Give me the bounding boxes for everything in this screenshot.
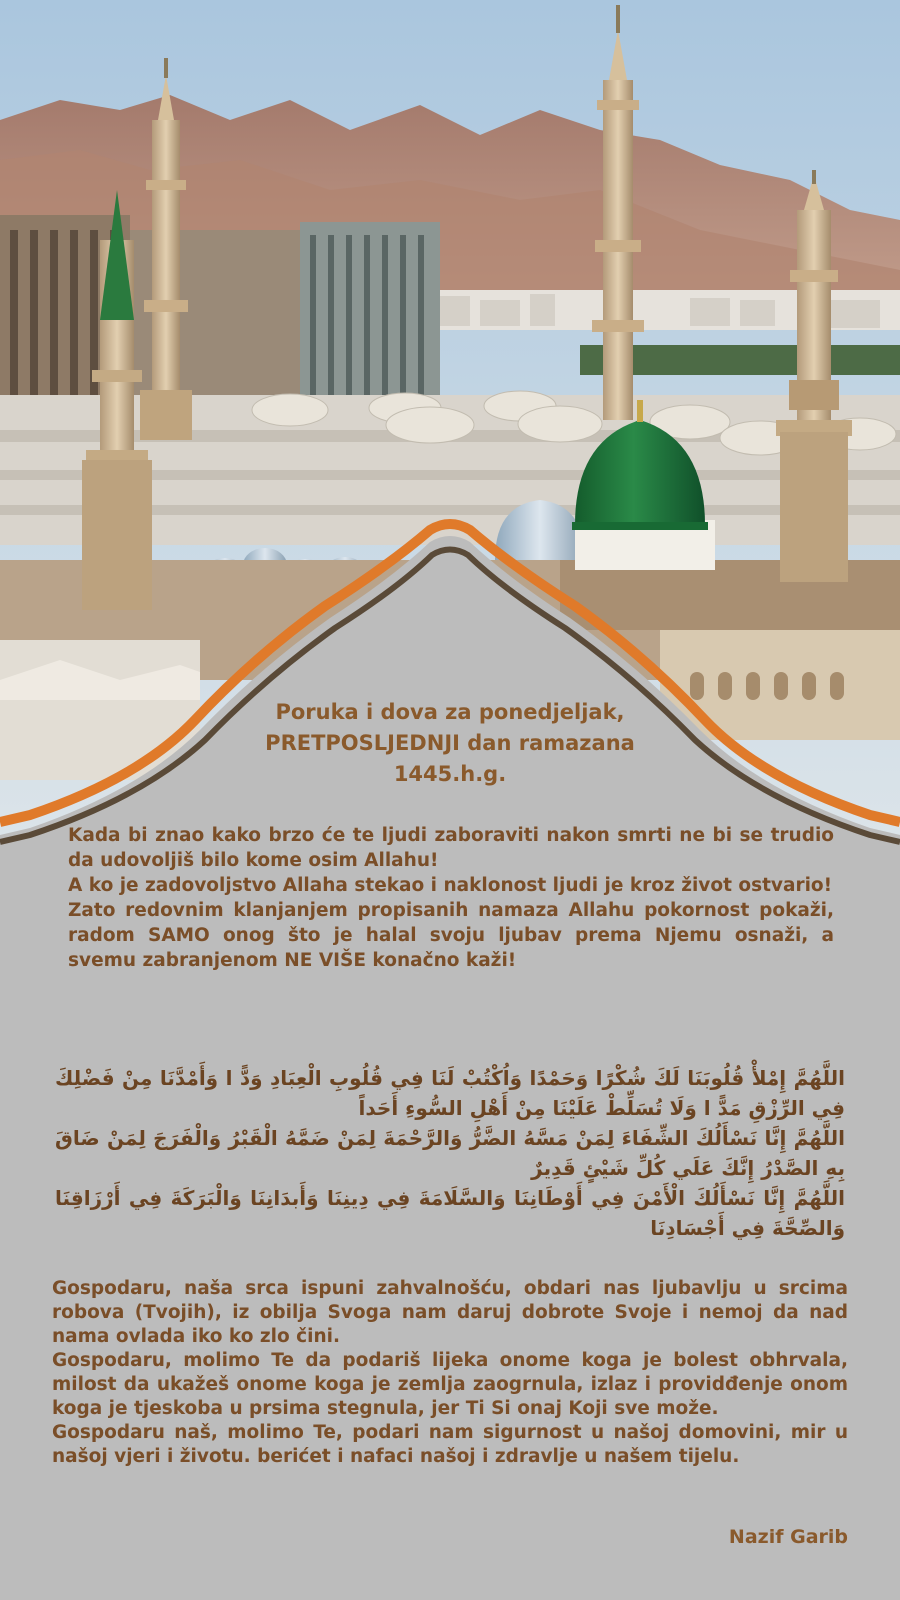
arabic-paragraph: اللَّهُمَّ إِنَّا نَسْأَلُكَ الشِّفَاءَ لِمَنْ مَسَّهُ الضَّرُّ وَالرَّحْمَةَ لِمَنْ ضَمَّهُ الْقَبْرُ وَالْفَرَجَ لِمَنْ ضَاقَ بِهِ الصَّدْرُ إِنَّكَ عَلَي كُلِّ شَيْئٍ قَدِيرٌ: [55, 1126, 845, 1180]
message-text: [68, 823, 834, 973]
arabic-paragraph: اللَّهُمَّ إِنَّا نَسْأَلُكَ الْأَمْنَ فِي أَوْطَانِنَا وَالسَّلَامَةَ فِي دِينِنَا وَأَبدَانِنَا وَالْبَرَكَةَ فِي أَرْزَاقِنَا وَالصِّحَّةَ فِي أَجْسَادِنَا: [55, 1186, 845, 1240]
arabic-dua: [55, 1063, 845, 1243]
message-paragraph: Zato redovnim klanjanjem propisanih namaza Allahu pokornost pokaži, radom SAMO onog što je halal svoju ljubav prema Njemu osnaži, a svemu zabranjenom NE VIŠE konačno kaži!: [68, 900, 834, 971]
page-title: [150, 697, 750, 790]
message-paragraph: Kada bi znao kako brzo će te ljudi zaboraviti nakon smrti ne bi se trudio da udovoljiš bilo kome osim Allahu!: [68, 825, 834, 871]
title-line-2: PRETPOSLJEDNJI dan ramazana: [265, 731, 635, 755]
author-signature: Nazif Garib: [728, 1526, 848, 1548]
dua-paragraph: Gospodaru naš, molimo Te, podari nam sigurnost u našoj domovini, mir u našoj vjeri i životu. berićet i nafaci našoj i zdravlje u našem tijelu.: [52, 1422, 848, 1467]
bosnian-dua: [52, 1277, 848, 1469]
dua-paragraph: Gospodaru, molimo Te da podariš lijeka onome koga je bolest obhrvala, milost da ukažeš onome koga je zemlja zaogrnula, izlaz i providđenje onom koga je tjeskoba u prsima stegnula, jer Ti Si onaj Koji sve može.: [52, 1350, 848, 1419]
title-line-3: 1445.h.g.: [393, 762, 507, 786]
dua-paragraph: Gospodaru, naša srca ispuni zahvalnošću, obdari nas ljubavlju u srcima robova (Tvojih), iz obilja Svoga nam daruj dobrote Svoje i nemoj da nad nama ovlada iko ko zlo čini.: [52, 1278, 848, 1347]
arabic-paragraph: اللَّهُمَّ إِمْلأْ قُلُوبَنَا لَكَ شُكْرًا وَحَمْدًا وَاُكْتُبْ لَنَا فِي قُلُوبِ الْعِبَادِ وَدًّ ا وَأَمْدَّنَا مِنْ فَضْلِكَ فِي الرِّزْقِ مَدًّ ا وَلَا تُسَلِّطْ عَلَيْنَا مِنْ أَهْلِ السُّوءِ أَحَداً: [55, 1066, 845, 1120]
message-paragraph: A ko je zadovoljstvo Allaha stekao i naklonost ljudi je kroz život ostvario!: [68, 875, 833, 896]
title-line-1: Poruka i dova za ponedjeljak,: [275, 700, 625, 724]
